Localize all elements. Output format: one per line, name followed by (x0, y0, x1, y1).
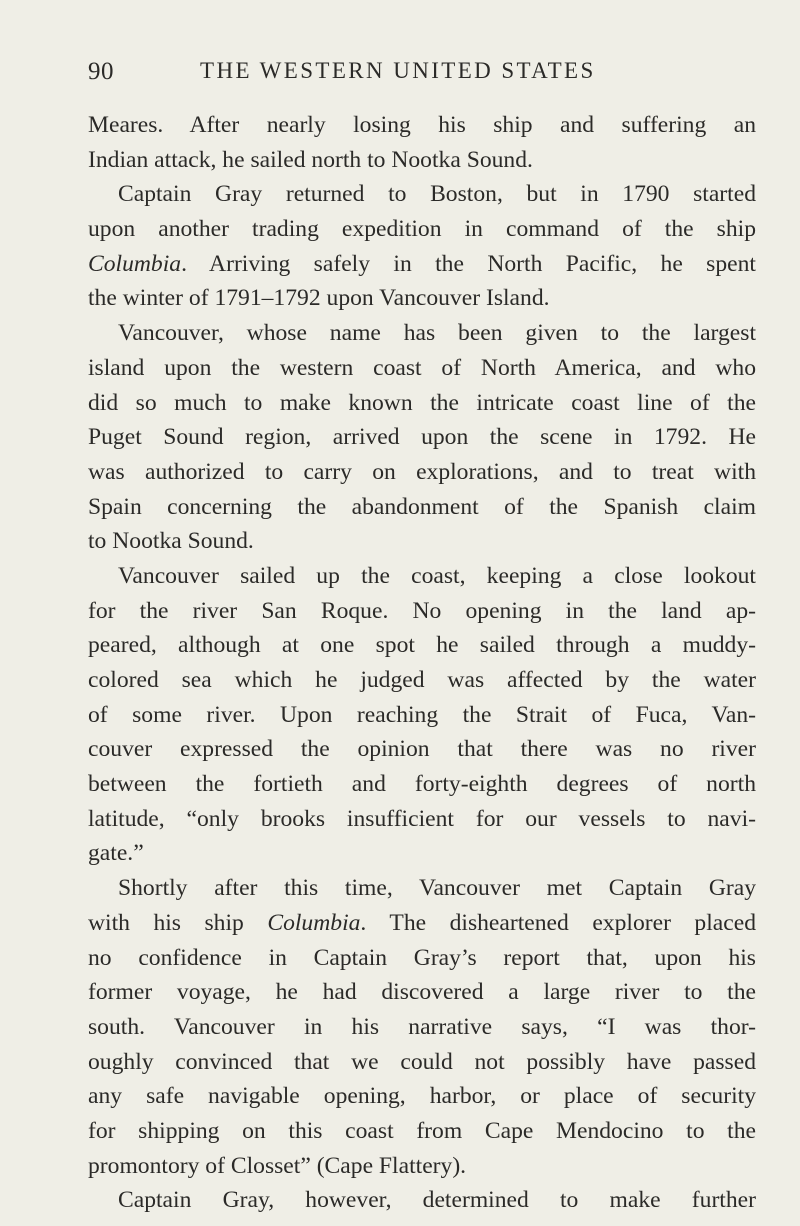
text-line: Shortly after this time, Vancouver met Captain Gray (118, 875, 756, 902)
text-line: no confidence in Captain Gray’s report that, upon his (88, 944, 756, 971)
text-line: Vancouver sailed up the coast, keeping a close lookout (118, 562, 756, 589)
text-line: did so much to make known the intricate coast line of the (88, 389, 756, 416)
text-line: south. Vancouver in his narrative says, “I was thor- (88, 1013, 756, 1040)
text-line: Meares. After nearly losing his ship and suffering an (88, 112, 756, 138)
text-line: to Nootka Sound. (88, 528, 254, 555)
text-line: between the fortieth and forty-eighth degrees of north (88, 771, 756, 798)
text-line: upon another trading expedition in command of the ship (88, 216, 756, 243)
body-text (88, 108, 756, 1218)
running-title: THE WESTERN UNITED STATES (200, 58, 596, 83)
text-line-italic-mid: with his ship Columbia. The disheartened explorer placed (88, 909, 756, 936)
text-line: for the river San Roque. No opening in the land ap- (88, 597, 756, 624)
text-line: colored sea which he judged was affected by the water (88, 667, 756, 693)
text-line: gate.” (88, 840, 144, 867)
text-line: any safe navigable opening, harbor, or place of security (88, 1083, 756, 1110)
ship-name: Columbia (267, 909, 361, 936)
text-line: island upon the western coast of North America, and who (88, 354, 756, 381)
text-line: promontory of Closset” (Cape Flattery). (88, 1152, 467, 1179)
text-line: Vancouver, whose name has been given to the largest (118, 320, 756, 347)
text-line: oughly convinced that we could not possibly have passed (88, 1048, 756, 1075)
text-line: Puget Sound region, arrived upon the scene in 1792. He (88, 424, 756, 451)
text-line: the winter of 1791–1792 upon Vancouver Island. (88, 285, 550, 312)
running-head (88, 58, 748, 88)
text-line: former voyage, he had discovered a large river to the (88, 979, 756, 1006)
text-line: for shipping on this coast from Cape Mendocino to the (88, 1117, 756, 1144)
text-line: Captain Gray, however, determined to make further (118, 1187, 756, 1214)
text-line: was authorized to carry on explorations, and to treat with (88, 458, 756, 485)
text-line: latitude, “only brooks insufficient for our vessels to navi- (88, 805, 756, 832)
text-line: couver expressed the opinion that there was no river (88, 736, 756, 763)
text-line: Spain concerning the abandonment of the Spanish claim (88, 493, 756, 520)
text-line-italic-start: Columbia. Arriving safely in the North Pacific, he spent (88, 250, 756, 277)
ship-name: Columbia (88, 250, 182, 277)
text-line: peared, although at one spot he sailed through a muddy- (88, 632, 756, 659)
text-line: of some river. Upon reaching the Strait of Fuca, Van- (88, 701, 756, 728)
text-line: Captain Gray returned to Boston, but in 1790 started (118, 181, 756, 208)
text-line: Indian attack, he sailed north to Nootka Sound. (88, 146, 533, 173)
page-number: 90 (88, 58, 114, 85)
